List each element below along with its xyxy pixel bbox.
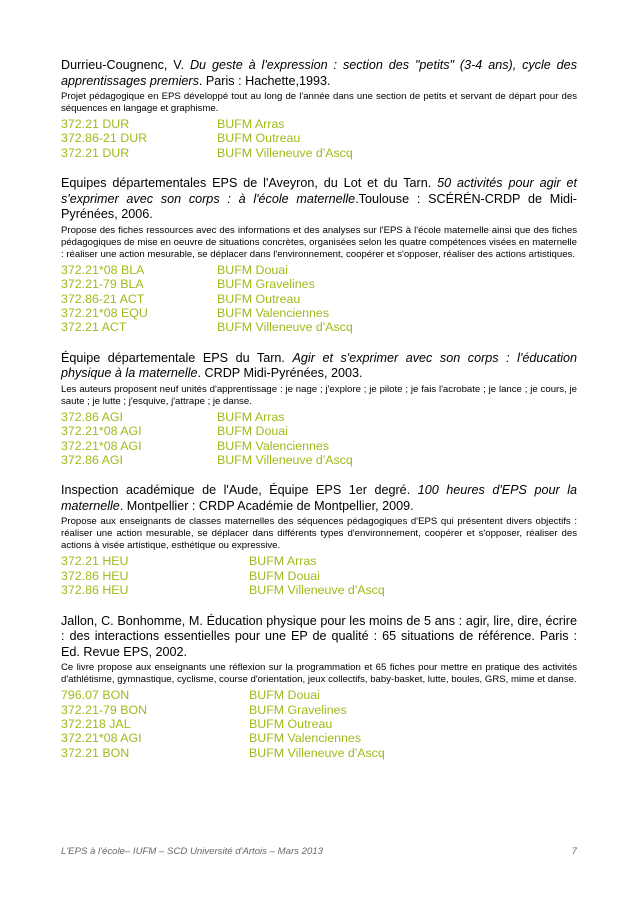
entry-summary: Les auteurs proposent neuf unités d'apprentissage : je nage ; j'explore ; je pilote ; je fais l'acrobate ; je lance ; je cours, je saute ; je lutte ; j'esquive, j'attrape ; je danse. — [61, 383, 577, 407]
library-name: BUFM Douai — [249, 688, 320, 703]
bibliography-entry — [61, 351, 577, 468]
document-page — [61, 58, 577, 776]
citation — [61, 176, 577, 223]
holding-row — [61, 453, 577, 467]
holding-row — [61, 746, 577, 760]
citation-title: Agir et s'exprimer avec son corps : l'éducation physique à la maternelle — [61, 350, 578, 381]
call-number: 372.21*08 AGI — [61, 424, 142, 439]
citation-author: Équipe départementale EPS du Tarn. — [61, 350, 293, 365]
call-number: 372.21*08 AGI — [61, 438, 142, 453]
library-name: BUFM Arras — [249, 554, 317, 569]
library-name: BUFM Villeneuve d'Ascq — [217, 145, 353, 160]
library-name: BUFM Douai — [217, 424, 288, 439]
holding-row — [61, 717, 577, 731]
holding-row — [61, 306, 577, 320]
holding-row — [61, 439, 577, 453]
call-number: 372.21-79 BON — [61, 702, 148, 717]
holdings-list — [61, 410, 577, 468]
call-number: 372.21*08 BLA — [61, 262, 145, 277]
call-number: 372.21*08 AGI — [61, 731, 142, 746]
bibliography-entry — [61, 176, 577, 335]
page-footer — [61, 846, 577, 857]
citation-author: Inspection académique de l'Aude, Équipe EPS 1er degré. — [61, 483, 418, 498]
holding-row — [61, 146, 577, 160]
library-name: BUFM Gravelines — [217, 277, 315, 292]
call-number: 372.86 AGI — [61, 452, 124, 467]
holding-row — [61, 554, 577, 568]
library-name: BUFM Outreau — [249, 716, 333, 731]
citation-author: Jallon, C. Bonhomme, M. Éducation physique pour les moins de 5 ans : agir, lire, dire, écrire : des interactions essentielles pour une EP de qualité : 65 situations de référence. Paris : Ed. Revue EPS, 2002. — [61, 613, 577, 659]
citation — [61, 58, 577, 89]
entry-summary: Propose des fiches ressources avec des informations et des analyses sur l'EPS à l'école maternelle ainsi que des fiches pédagogiques de mise en oeuvre de situations concrètes, organisées selon les quatre compétences visées en maternelle : réaliser une action mesurable, se déplacer dans l'environnement, coopérer et s'opposer, réaliser des actions artistiques. — [61, 224, 577, 260]
call-number: 372.21*08 EQU — [61, 305, 148, 320]
citation-title: 100 heures d'EPS pour la maternelle — [61, 483, 577, 513]
holdings-list — [61, 554, 577, 597]
library-name: BUFM Valenciennes — [217, 438, 330, 453]
citation-title: Du geste à l'expression : section des "petits" (3-4 ans), cycle des apprentissages premiers — [61, 58, 577, 88]
citation-author: Durrieu-Cougnenc, V. — [61, 58, 190, 72]
library-name: BUFM Douai — [217, 262, 288, 277]
entry-summary: Propose aux enseignants de classes maternelles des séquences pédagogiques d'EPS qui présentent divers objectifs : réaliser une action mesurable, se déplacer dans différents types d'environnement, coopérer et s'opposer, réaliser des actions à visée artistique, esthétique ou expressive. — [61, 516, 577, 552]
call-number: 372.21 ACT — [61, 320, 127, 335]
library-name: BUFM Gravelines — [249, 702, 347, 717]
call-number: 372.86-21 DUR — [61, 131, 148, 146]
library-name: BUFM Outreau — [217, 131, 301, 146]
call-number: 372.21-79 BLA — [61, 277, 144, 292]
call-number: 796.07 BON — [61, 688, 130, 703]
holding-row — [61, 688, 577, 702]
holdings-list — [61, 117, 577, 160]
call-number: 372.21 HEU — [61, 554, 129, 569]
citation-author: Equipes départementales EPS de l'Aveyron, du Lot et du Tarn. — [61, 176, 438, 191]
citation-title: 50 activités pour agir et s'exprimer avec son corps : à l'école maternelle — [61, 176, 577, 206]
citation-publication: .Toulouse : SCÉRÉN-CRDP de Midi-Pyrénées, 2006. — [61, 191, 577, 222]
holding-row — [61, 320, 577, 334]
library-name: BUFM Valenciennes — [217, 305, 330, 320]
holding-row — [61, 131, 577, 145]
library-name: BUFM Villeneuve d'Ascq — [217, 320, 353, 335]
holding-row — [61, 703, 577, 717]
call-number: 372.86 AGI — [61, 409, 124, 424]
library-name: BUFM Villeneuve d'Ascq — [217, 452, 353, 467]
page-number: 7 — [571, 846, 577, 857]
citation — [61, 351, 577, 382]
holding-row — [61, 583, 577, 597]
holdings-list — [61, 688, 577, 760]
call-number: 372.21 DUR — [61, 117, 130, 131]
library-name: BUFM Valenciennes — [249, 731, 362, 746]
bibliography-entry — [61, 483, 577, 597]
citation-publication: . CRDP Midi-Pyrénées, 2003. — [197, 366, 363, 381]
call-number: 372.218 JAL — [61, 716, 131, 731]
holding-row — [61, 117, 577, 131]
holding-row — [61, 263, 577, 277]
call-number: 372.86-21 ACT — [61, 291, 145, 306]
library-name: BUFM Arras — [217, 117, 285, 131]
holding-row — [61, 731, 577, 745]
library-name: BUFM Villeneuve d'Ascq — [249, 745, 385, 760]
call-number: 372.86 HEU — [61, 583, 129, 598]
library-name: BUFM Villeneuve d'Ascq — [249, 583, 385, 598]
citation — [61, 483, 577, 514]
entry-summary: Projet pédagogique en EPS développé tout au long de l'année dans une section de petits et servant de départ pour des séquences en langage et graphisme. — [61, 91, 577, 114]
entry-summary: Ce livre propose aux enseignants une réflexion sur la programmation et 65 fiches pour mettre en pratique des activités d'athlétisme, gymnastique, cyclisme, course d'orientation, jeux collectifs, baby-basket, lutte, boules, GRS, mime et danse. — [61, 662, 577, 686]
holding-row — [61, 277, 577, 291]
citation-publication: . Paris : Hachette,1993. — [198, 73, 331, 88]
call-number: 372.21 DUR — [61, 145, 130, 160]
holding-row — [61, 424, 577, 438]
library-name: BUFM Arras — [217, 409, 285, 424]
bibliography-entry — [61, 614, 577, 761]
call-number: 372.86 HEU — [61, 568, 129, 583]
call-number: 372.21 BON — [61, 745, 130, 760]
citation-publication: . Montpellier : CRDP Académie de Montpellier, 2009. — [119, 498, 414, 513]
library-name: BUFM Douai — [249, 568, 320, 583]
holding-row — [61, 292, 577, 306]
holdings-list — [61, 263, 577, 335]
library-name: BUFM Outreau — [217, 291, 301, 306]
holding-row — [61, 410, 577, 424]
citation — [61, 614, 577, 661]
footer-text: L'EPS à l'école– IUFM – SCD Université d'Artois – Mars 2013 — [61, 846, 323, 857]
holding-row — [61, 569, 577, 583]
bibliography-entry — [61, 58, 577, 160]
